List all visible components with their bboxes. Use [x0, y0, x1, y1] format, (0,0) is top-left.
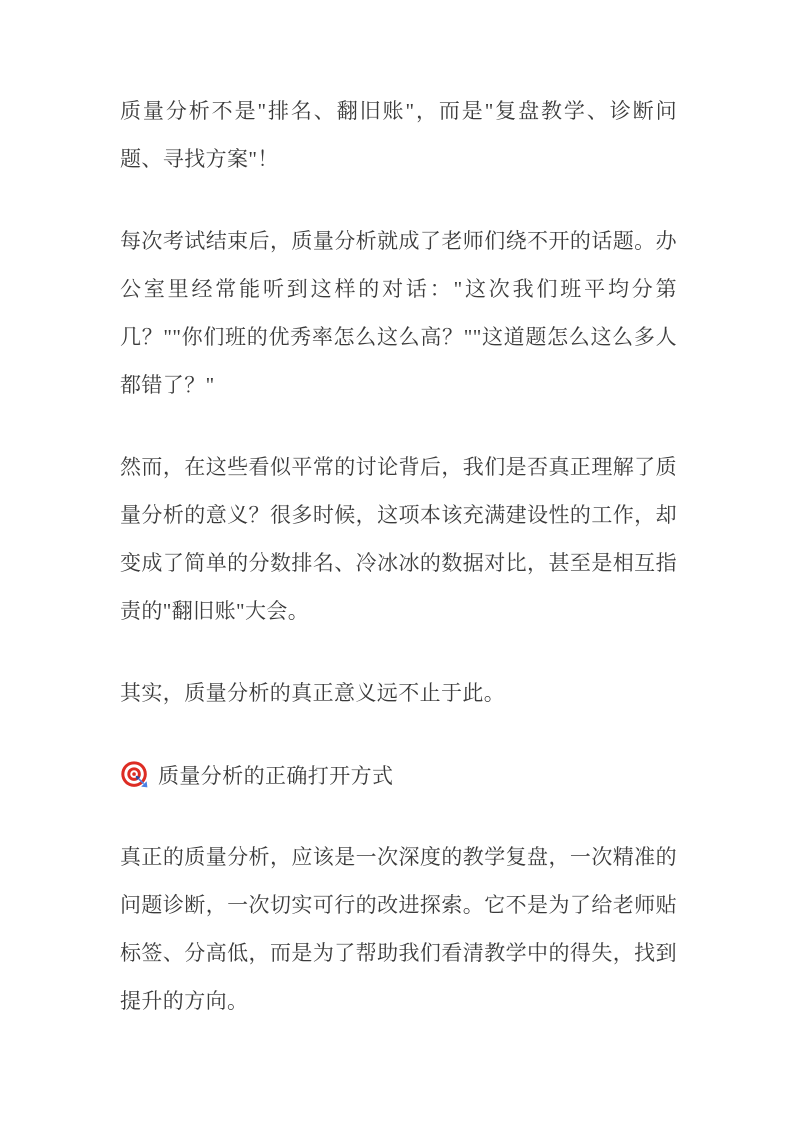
closing-paragraph: 真正的质量分析，应该是一次深度的教学复盘，一次精准的问题诊断，一次切实可行的改进探索。它不是为了给老师贴标签、分高低，而是为了帮助我们看清教学中的得失，找到提升的方向。: [120, 845, 677, 1013]
section-heading: [120, 751, 677, 799]
paragraph-office-dialogue: 每次考试结束后，质量分析就成了老师们绕不开的话题。办公室里经常能听到这样的对话："这次我们班平均分第几？""你们班的优秀率怎么这么高？""这道题怎么这么多人都错了？": [120, 229, 677, 397]
dart-target-icon: [120, 760, 150, 790]
article-content: [120, 87, 677, 1059]
section-heading-label: 质量分析的正确打开方式: [158, 764, 394, 788]
paragraph-transition: 其实，质量分析的真正意义远不止于此。: [120, 681, 506, 705]
paragraph-reflection: 然而，在这些看似平常的讨论背后，我们是否真正理解了质量分析的意义？很多时候，这项本该充满建设性的工作，却变成了简单的分数排名、冷冰冰的数据对比，甚至是相互指责的"翻旧账"大会。: [120, 455, 677, 623]
lead-paragraph: 质量分析不是"排名、翻旧账"，而是"复盘教学、诊断问题、寻找方案"！: [120, 99, 677, 171]
